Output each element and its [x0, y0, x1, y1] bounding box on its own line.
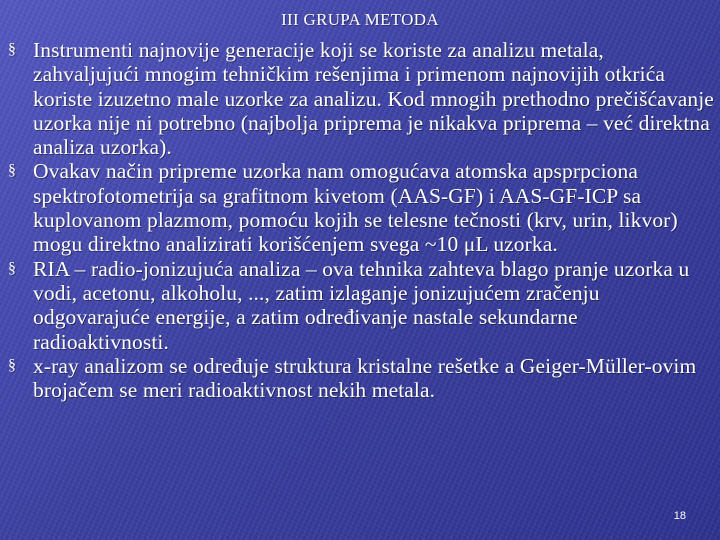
- bullet-text: Ovakav način pripreme uzorka nam omogućava atomska apsprpciona spektrofotometrija sa grafitnom kivetom (AAS-GF) i AAS-GF-ICP sa kuplovanom plazmom, pomoću kojih se telesne tečnosti (krv, urin, likvor) mogu direktno analizirati korišćenjem svega ~10 μL uzorka.: [33, 159, 678, 257]
- bullet-item: [6, 354, 714, 403]
- bullet-item: [6, 159, 714, 256]
- bullet-item: [6, 257, 714, 354]
- bullet-icon: §: [8, 162, 17, 180]
- bullet-text: RIA – radio-jonizujuća analiza – ova tehnika zahteva blago pranje uzorka u vodi, acetonu, alkoholu, ..., zatim izlaganje jonizujućem zračenju odgovarajuće energije, a zatim određivanje nastale sekundarne radioaktivnosti.: [33, 256, 690, 354]
- bullet-icon: §: [8, 41, 17, 58]
- page-number: 18: [673, 510, 686, 522]
- bullet-text: x-ray analizom se određuje struktura kristalne rešetke a Geiger-Müller-ovim brojačem se meri radioaktivnost nekih metala.: [33, 353, 697, 403]
- bullet-list: [6, 38, 714, 402]
- bullet-text: Instrumenti najnovije generacije koji se koriste za analizu metala, zahvaljujući mnogim tehničkim rešenjima i primenom najnovijih otkrića koriste izuzetno male uzorke za analizu. Kod mnogih prethodno prečišćavanje uzorka nije ni potrebno (najbolja priprema je nikakva priprema – već direktna analiza uzorka).: [33, 38, 714, 160]
- bullet-icon: §: [8, 356, 17, 374]
- bullet-icon: §: [8, 259, 17, 277]
- bullet-item: [6, 38, 714, 159]
- slide-title: III GRUPA METODA: [281, 10, 439, 29]
